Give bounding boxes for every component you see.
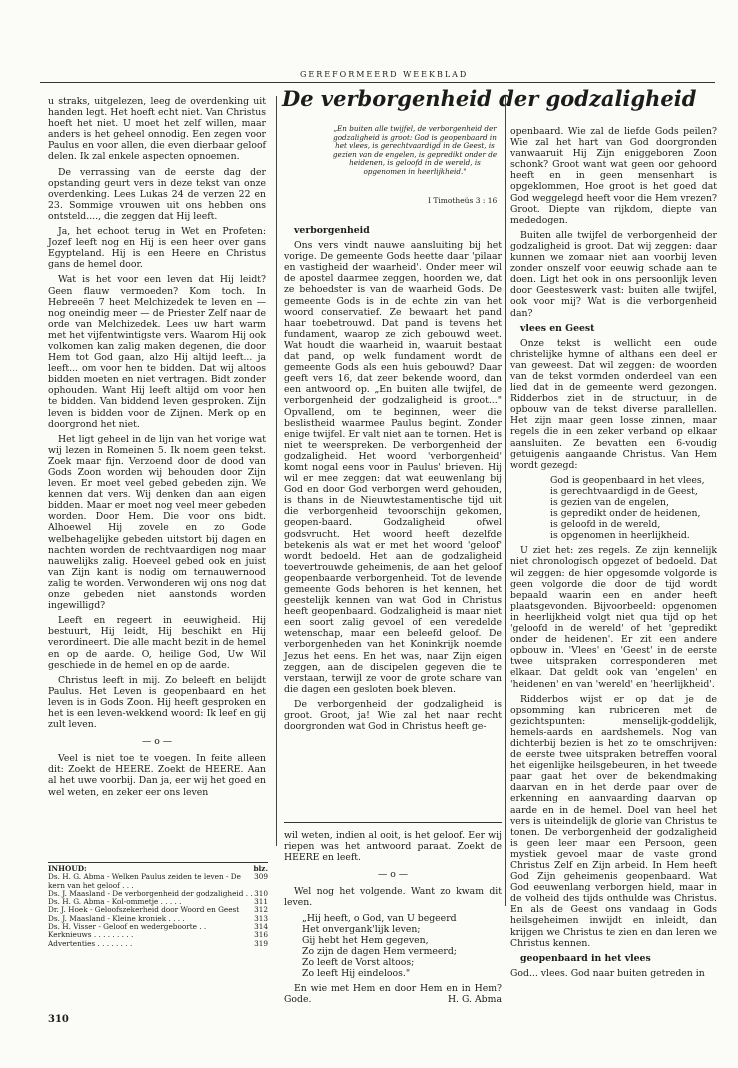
verse-line: God is geopenbaard in het vlees, [550, 474, 705, 486]
column-divider [276, 96, 277, 846]
toc-entry: Ds. J. Maasland - De verborgenheid der godzaligheid . . [48, 888, 253, 898]
toc-entry: Ds. H. G. Abma - Welken Paulus zeiden te leven - De kern van het geloof . . . [48, 872, 241, 890]
toc-row [48, 940, 268, 948]
toc-entry: Kerknieuws . . . . . . . . . [48, 930, 134, 940]
toc-page: 309 [254, 872, 268, 882]
section-heading: verborgenheid [294, 225, 370, 236]
toc-page: 312 [254, 905, 268, 915]
toc-page: 313 [254, 913, 268, 923]
paragraph: Leeft en regeert in eeuwigheid. Hij bestuurt, Hij leidt, Hij beschikt en Hij verordineert. Die alle macht bezit in de hemel en op de aarde. O, heilige God, Uw Wil geschiede in de hemel en op de aarde. [48, 615, 266, 671]
verse-list [550, 475, 717, 542]
verse-line: is geloofd in de wereld, [550, 519, 661, 531]
article-title: De verborgenheid der godzaligheid [282, 86, 697, 111]
header-rule [40, 82, 715, 83]
paragraph: Wel nog het volgende. Want zo kwam dit leven. [284, 886, 502, 909]
column-2-lower [284, 830, 502, 1009]
poem-line: „Hij heeft, o God, van U begeerd [302, 912, 457, 924]
column-divider [505, 96, 506, 906]
toc-entry: Advertenties . . . . . . . . [48, 938, 133, 948]
section-heading: geopenbaard in het vlees [520, 952, 651, 964]
toc-entry: Ds. H. Visser - Geloof en wedergeboorte . . [48, 922, 207, 932]
section-divider: — o — [377, 869, 409, 881]
paragraph: wil weten, indien al ooit, is het geloof. Eer wij riepen was het antwoord paraat. Zoekt de HEERE en leeft. [284, 830, 502, 864]
toc-entry: Ds. J. Maasland - Kleine kroniek . . . . [48, 913, 185, 923]
toc-page: 316 [254, 930, 268, 940]
column-1 [48, 96, 266, 802]
author-signature: H. G. Abma [447, 994, 502, 1006]
paragraph [284, 983, 502, 1005]
paragraph: Buiten alle twijfel de verborgenheid der godzaligheid is groot. Dat wij zeggen: daar kunnen we zomaar niet aan voorbij leven zonder onszelf voor eeuwig schade aan te doen. Ligt het ook in ons persoonlijk leven door Geesteswerk vast: buiten alle twijfel, ook voor mij? Wat is die verborgenheid dan? [510, 229, 717, 319]
running-header: GEREFORMEERD WEEKBLAD [300, 70, 469, 79]
toc-title: INHOUD: [48, 864, 87, 873]
toc-page: 319 [254, 938, 268, 948]
poem-line: Zo leeft de Vorst altoos; [302, 956, 415, 968]
verse-line: is gerechtvaardigd in de Geest, [550, 485, 698, 497]
column-3 [510, 126, 717, 983]
verse-line: is opgenomen in heerlijkheid. [550, 530, 690, 542]
toc-entry: Dr. J. Hoek - Geloofszekerheid door Woord en Geest [48, 905, 240, 915]
closing-line: En wie met Hem en door Hem en in Hem? Gode. [284, 983, 502, 1006]
paragraph: Ridderbos wijst er op dat je de opsomming kan rubriceren met de gezichtspunten: menselijk-goddelijk, hemels-aards en aardshemels. Nog van dichterbij bezien is het zo te omschrijven: de eerste twee uitspraken betreffen vooral het eigenlijke heilsgebeuren, in het tweede paar gaat het over de bekendmaking daarvan en in het derde paar over de erkenning en aanvaarding daarvan op aarde en in de hemel. Doel van heel het vers is uiteindelijk de glorie van Christus te tonen. De verborgenheid der godzaligheid is geen leer maar een Persoon, geen mystiek gevoel maar de vaste grond Christus Zelf en Zijn arbeid. In Hem heeft God Zijn geheimenis geopenbaard. Wat God eeuwenlang verborgen hield, maar in de volheid des tijds onthulde was Christus. En als de Geest ons vandaag in Gods heilsgeheimen inwijdt en inleidt, dan krijgen we Christus te zien en dan leren we Christus kennen. [510, 693, 717, 949]
paragraph: Het ligt geheel in de lijn van het vorige wat wij lezen in Romeinen 5. Ik noem geen tekst. Zoek maar fijn. Verzoend door de dood van Gods Zoon worden wij behouden door Zijn leven. Er moet veel gebed gebeden zijn. We kennen dat vers. Wij denken dan aan eigen bidden. Maar er moet nog veel meer gebeden worden. Door Hem. Die voor ons bidt. Alhoewel Hij zovele en zo Gode welbehagelijke gebeden uitstort bij dagen en nachten worden de rechtvaardigen nog maar nauwelijks zalig. Hoeveel gebed ook en juist van Zijn kant is nodig om ternauwernood zalig te worden. Verwonderen wij ons nog dat onze gebeden niet aanstonds worden ingewilligd? [48, 433, 266, 612]
paragraph: openbaard. Wie zal de liefde Gods peilen? Wie zal het hart van God doorgronden vanwaaruit Hij Zijn eniggeboren Zoon schonk? Groot want wat geen oor gehoord heeft en in geen mensenhart is opgeklommen, Hoe groot is het goed dat God weggelegd heeft voor die Hem vrezen? Groot. Diepte van rijkdom, diepte van mededogen. [510, 126, 717, 226]
section-heading: vlees en Geest [520, 322, 595, 334]
toc-page: 310 [254, 888, 268, 898]
paragraph: u straks, uitgelezen, leeg de overdenking uit handen legt. Het hoeft echt niet. Van Christus hoeft het niet. U moet het zelf willen, maar anders is het geheel onnodig. Een zegen voor Paulus en voor allen, die even dierbaar geloof delen. Ik zal enkele aspecten opnoemen. [48, 96, 266, 163]
poem [302, 913, 502, 980]
poem-line: Het onvergank'lijk leven; [302, 923, 421, 935]
toc-page: 311 [254, 897, 268, 907]
paragraph: Wat is het voor een leven dat Hij leidt? Geen flauw vermoeden? Kom toch. In Hebreeën 7 heet Melchizedek te leven en — nog oneindig meer — de Priester Zelf naar de orde van Melchizedek. Lees uw hart warm met het vijfentwintigste vers. Waarom Hij ook volkomen kan zalig maken degenen, die door Hem tot God gaan, alzo Hij altijd leeft... ja leeft... om voor hen te bidden. Dat wij altoos bidden moeten en niet vertragen. Bidt zonder ophouden. Want Hij leeft altijd om voor hen te bidden. Van biddend leven gesproken. Zijn leven is bidden voor de Zijnen. Merk op en doorgrond het niet. [48, 274, 266, 430]
paragraph: Christus leeft in mij. Zo beleeft en belijdt Paulus. Het Leven is geopenbaard en het leven is in Gods Zoon. Hij heeft gesproken en het is een leven-wekkend woord: Ik leef en gij zult leven. [48, 674, 266, 731]
paragraph: Ja, het echoot terug in Wet en Profeten: Jozef leeft nog en Hij is een heer over gans Egypteland. Hij is een Heere en Christus gans de hemel door. [48, 226, 266, 271]
toc-entry: Ds. H. G. Abma - Kol-ommetje . . . . . [48, 897, 182, 907]
paragraph: Ons vers vindt nauwe aansluiting bij het vorige. De gemeente Gods heette daar 'pilaar en vastigheid der waarheid'. Onder meer wil de apostel daarmee zeggen, hoorden we, dat ze behoedster is van de waarheid Gods. De gemeente Gods is in de echte zin van het woord conservatief. Ze bewaart het pand haar toebetrouwd. Dat pand is tevens het fundament, waarop ze zich gebouwd weet. Wat houdt die waarheid in, waaruit bestaat dat pand, op welk fundament wordt de gemeente Gods als een huis gebouwd? Daar geeft vers 16, dat zeer bekende woord, dan een antwoord op. „En buiten alle twijfel, de verborgenheid der godzaligheid is groot..." Opvallend, om te beginnen, weer die beslistheid waarmee Paulus begint. Zonder enige twijfel. Er valt niet aan te tornen. Het is niet te weerspreken. De verborgenheid der godzaligheid. Het woord 'verborgenheid' komt nogal eens voor in Paulus' brieven. Hij wil er mee zeggen: dat wat eeuwenlang bij God en door God verborgen werd gehouden, is thans in de Nieuwtestamentische tijd uit die verborgenheid tevoorschijn gekomen, geopen-baard. Godzaligheid ofwel godsvrucht. Het woord heeft dezelfde betekenis als wat er met het woord 'geloof' wordt bedoeld. Het aan de godzaligheid toevertrouwde geheimenis, de aan het geloof geopenbaarde verborgenheid. Tot de levende gemeente Gods behoren is het kennen, het geestelijk kennen van wat God in Christus heeft geopenbaard. Godzaligheid is maar niet een soort zalig gevoel of een veredelde wetenschap, maar een beleefd geloof. De verborgenheden van het Koninkrijk noemde Jezus het eens. En het was, naar Zijn eigen zeggen, aan de discipelen gegeven die te verstaan, terwijl ze voor de grote schare van die dagen een gesloten boek bleven. [284, 240, 502, 695]
poem-line: Gij hebt het Hem gegeven, [302, 934, 429, 946]
paragraph: U ziet het: zes regels. Ze zijn kennelijk niet chronologisch opgezet of bedoeld. Dat wil zeggen: de hier opgesomde volgorde is geen volgorde die door de tijd wordt bepaald waarin een en ander heeft plaatsgevonden. Bijvoorbeeld: opgenomen in heerlijkheid volgt niet qua tijd op het 'geloofd in de wereld' of het 'gepredikt onder de heidenen'. Er zit een andere opbouw in. 'Vlees' en 'Geest' in de eerste twee uitspraken corresponderen met elkaar. Dat geldt ook van 'engelen' en 'heidenen' en van 'wereld' en 'heerlijkheid'. [510, 545, 717, 690]
verse-line: is gezien van de engelen, [550, 497, 669, 508]
poem-line: Zo leeft Hij eindeloos." [302, 968, 411, 980]
page-number: 310 [48, 1014, 69, 1025]
section-divider: — o — [141, 736, 173, 748]
paragraph: God... vlees. God naar buiten getreden in [510, 967, 705, 979]
toc-page: 314 [254, 922, 268, 932]
toc-page-label: blz. [253, 864, 268, 873]
toc-row [48, 873, 268, 890]
paragraph: Veel is niet toe te voegen. In feite alleen dit: Zoekt de HEERE. Zoekt de HEERE. Aan al het uwe voorbij. Dan ja, eer wij het goed en wel weten, en zeker eer ons leven [48, 753, 266, 798]
paragraph: Onze tekst is wellicht een oude christelijke hymne of althans een deel er van geweest. Dat wil zeggen: de woorden van de tekst vormden onderdeel van een lied dat in de gemeente werd gezongen. Ridderbos ziet in de structuur, in de opbouw van de tekst diverse parallellen. Het zijn maar geen losse zinnen, maar regels die in een zeker verband op elkaar aansluiten. Ze bevatten een 6-voudig getuigenis aangaande Christus. Van Hem wordt gezegd: [510, 337, 717, 471]
column-rule [284, 822, 502, 823]
table-of-contents [48, 862, 268, 948]
poem-line: Zo zijn de dagen Hem vermeerd; [302, 945, 457, 957]
epigraph-quote: „En buiten alle twijfel, de verborgenheid der godzaligheid is groot: God is geopenbaard in het vlees, is gerechtvaardigd in de Geest, is gezien van de engelen, is gepredikt onder de heidenen, is geloofd in de wereld, is opgenomen in heerlijkheid." [332, 124, 498, 176]
column-2 [284, 225, 502, 736]
paragraph: De verborgenheid der godzaligheid is groot. Groot, ja! Wie zal het naar recht doorgronden wat God in Christus heeft ge- [284, 698, 502, 733]
epigraph-reference: I Timotheüs 3 : 16 [428, 196, 498, 205]
verse-line: is gepredikt onder de heidenen, [550, 508, 701, 520]
paragraph: De verrassing van de eerste dag der opstanding geurt vers in deze tekst van onze overdenking. Lees Lukas 24 de verzen 22 en 23. Sommige vrouwen uit ons hebben ons ontsteld...., die zeggen dat Hij leeft. [48, 166, 266, 222]
